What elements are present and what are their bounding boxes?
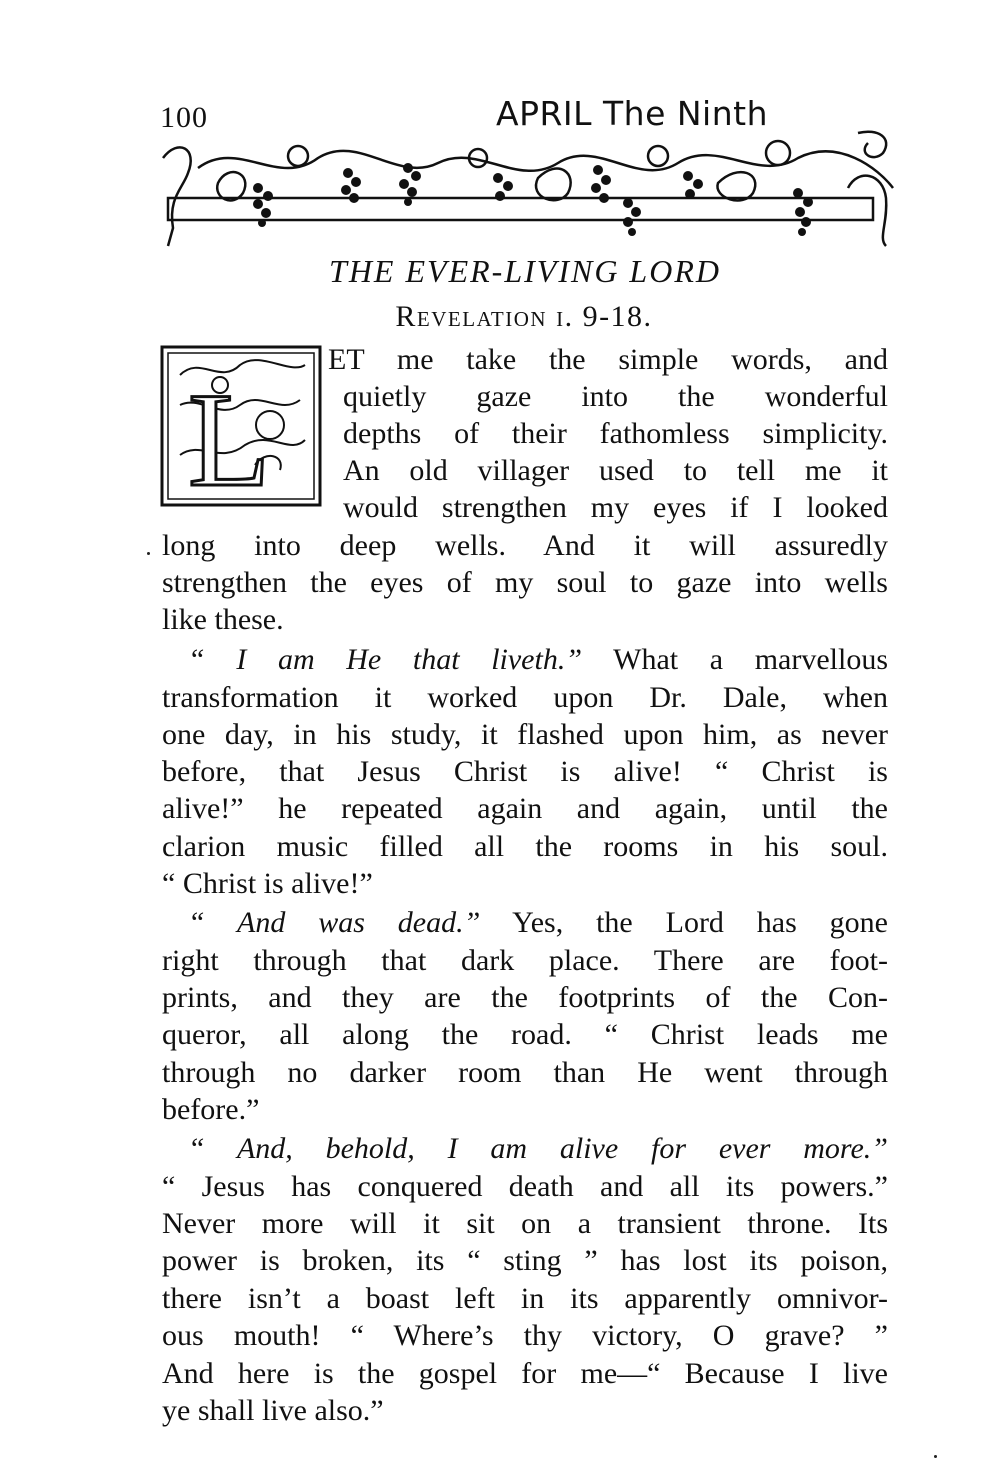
text-line: prints, and they are the footprints of the Con- xyxy=(162,981,888,1014)
text-line: An old villager used to tell me it xyxy=(343,454,888,487)
text-span: Yes, the Lord has gone xyxy=(512,906,888,939)
dropcap-letter: L xyxy=(188,366,271,507)
text-line: clarion music filled all the rooms in his soul. xyxy=(162,830,888,863)
text-line: long into deep wells. And it will assuredly xyxy=(162,529,888,562)
text-line: alive!” he repeated again and again, until the xyxy=(162,792,888,825)
text-line: like these. xyxy=(162,603,284,636)
text-line: through no darker room than He went through xyxy=(162,1056,888,1089)
running-title: APRIL The Ninth xyxy=(496,94,768,133)
text-line: power is broken, its “ sting ” has lost its poison, xyxy=(162,1244,888,1277)
scripture-quote: “ And was dead.” xyxy=(188,906,481,939)
floral-initial-icon xyxy=(160,345,322,507)
text-line: queror, all along the road. “ Christ leads me xyxy=(162,1018,888,1051)
text-line: “ Christ is alive!” xyxy=(162,867,373,900)
page-number: 100 xyxy=(160,101,208,134)
text-line: And here is the gospel for me—“ Because I live xyxy=(162,1357,888,1390)
print-speck xyxy=(934,1455,937,1458)
text-line: ET me take the simple words, and xyxy=(328,343,888,376)
text-line-with-quote xyxy=(188,641,888,678)
text-line: before.” xyxy=(162,1093,260,1126)
text-line: Never more will it sit on a transient throne. Its xyxy=(162,1207,888,1240)
scripture-reference: Revelation i. 9-18. xyxy=(395,300,653,333)
scripture-quote: “ And, behold, I am alive for ever more.” xyxy=(188,1132,888,1165)
text-line: one day, in his study, it flashed upon him, as never xyxy=(162,718,888,751)
text-line: ye shall live also.” xyxy=(162,1394,384,1427)
grapevine-border-icon xyxy=(158,128,898,248)
scripture-quote: “ I am He that liveth.” xyxy=(188,643,583,676)
text-line: ous mouth! “ Where’s thy victory, O grave? ” xyxy=(162,1319,888,1352)
text-line: strengthen the eyes of my soul to gaze into wells xyxy=(162,566,888,599)
text-span: What a marvellous xyxy=(613,643,888,676)
text-line: right through that dark place. There are foot- xyxy=(162,944,888,977)
text-line: there isn’t a boast left in its apparently omnivor- xyxy=(162,1282,888,1315)
text-line: transformation it worked upon Dr. Dale, when xyxy=(162,681,888,714)
reading-title: THE EVER-LIVING LORD xyxy=(329,253,721,289)
print-speck xyxy=(147,552,150,555)
text-line: before, that Jesus Christ is alive! “ Christ is xyxy=(162,755,888,788)
text-line: depths of their fathomless simplicity. xyxy=(343,417,888,450)
text-line: would strengthen my eyes if I looked xyxy=(343,491,888,524)
text-line: quietly gaze into the wonderful xyxy=(343,380,888,413)
text-line: “ Jesus has conquered death and all its powers.” xyxy=(162,1170,888,1203)
text-line-with-quote xyxy=(188,904,888,941)
